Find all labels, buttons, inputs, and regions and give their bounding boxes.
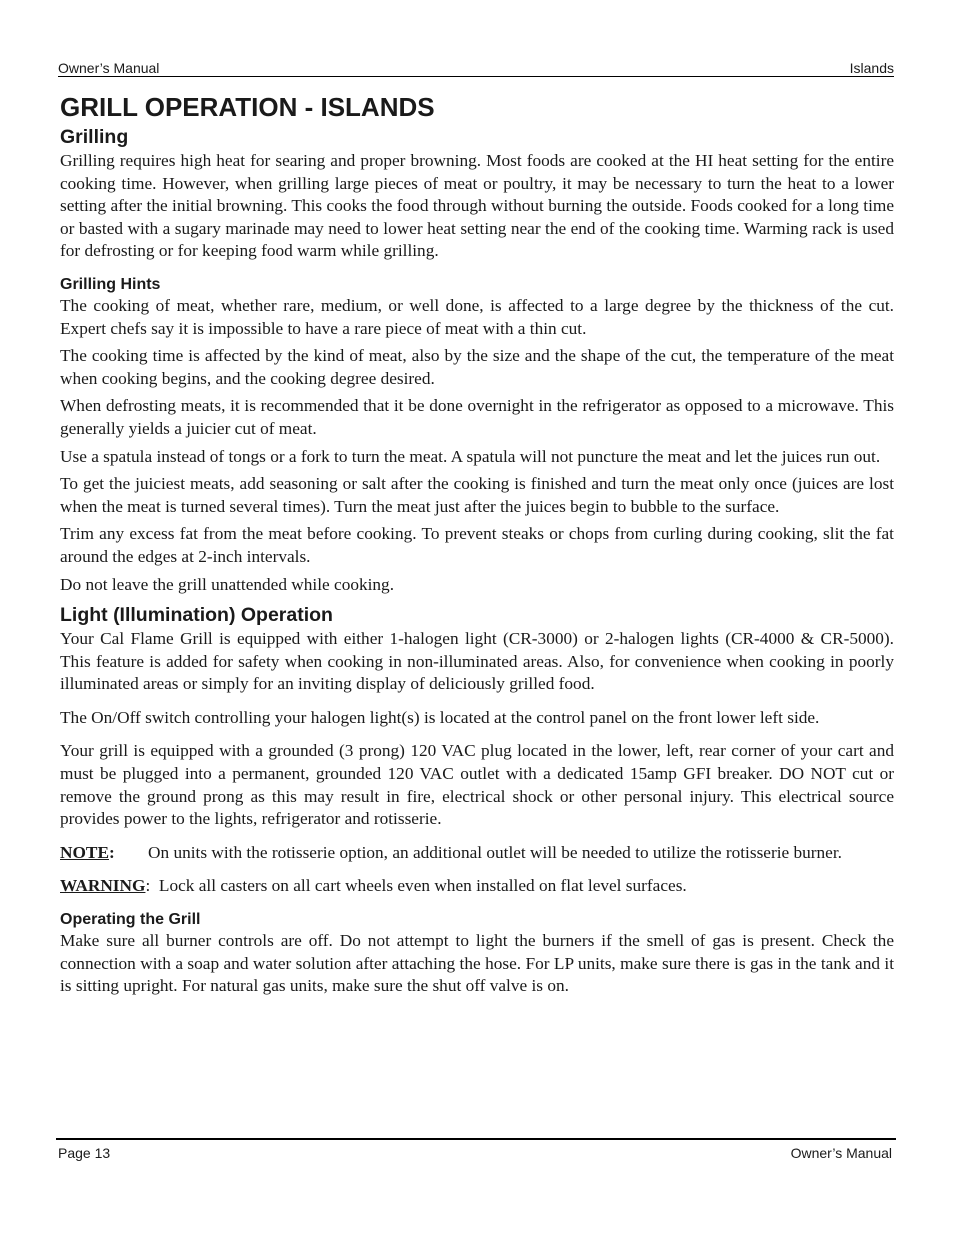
note-text: On units with the rotisserie option, an additional outlet will be needed to utilize the rotisserie burner.	[148, 842, 842, 862]
grilling-heading: Grilling	[60, 126, 129, 148]
page-footer	[56, 1138, 896, 1164]
light-paragraph: The On/Off switch controlling your halogen light(s) is located at the control panel on the front lower left side.	[60, 707, 820, 727]
grilling-hints-heading: Grilling Hints	[60, 275, 161, 293]
hint-paragraph: The cooking time is affected by the kind of meat, also by the size and the shape of the cut, the temperature of the meat when cooking begins, and the cooking degree desired.	[60, 346, 894, 388]
footer-right: Owner’s Manual	[790, 1145, 892, 1161]
footer-page-number: Page 13	[58, 1145, 111, 1161]
hint-paragraph: Use a spatula instead of tongs or a fork to turn the meat. A spatula will not puncture the meat and let the juices run out.	[60, 446, 881, 466]
warning-text: Lock all casters on all cart wheels even when installed on flat level surfaces.	[158, 876, 687, 896]
grilling-text: Grilling requires high heat for searing and proper browning. Most foods are cooked at the HI heat setting for the entire cooking time. However, when grilling large pieces of meat or poultry, it may be necessary to turn the heat to a lower setting after the initial browning. This cooks the food through without burning the outside. Foods cooked for a long time or basted with a sugary marinade may need to lower heat setting near the end of the cooking time. Warming rack is used for defrosting or for keeping food warm while grilling.	[60, 151, 894, 261]
hint-paragraph: The cooking of meat, whether rare, medium, or well done, is affected to a large degree by the thickness of the cut. Expert chefs say it is impossible to have a rare piece of meat with a thin cut.	[60, 295, 894, 338]
page-title: GRILL OPERATION - ISLANDS	[60, 92, 435, 122]
warning-block: WARNING: Lock all casters on all cart wheels even when installed on flat level surfaces.	[60, 876, 687, 896]
warning-label: WARNING	[60, 876, 146, 896]
header-left: Owner’s Manual	[58, 60, 160, 76]
hint-paragraph: Trim any excess fat from the meat before cooking. To prevent steaks or chops from curling during cooking, slit the fat around the edges at 2-inch intervals.	[60, 524, 894, 566]
operating-text: Make sure all burner controls are off. Do not attempt to light the burners if the smell of gas is present. Check the connection with a soap and water solution after attaching the hose. For LP units, make sure there is gas in the tank and it is sitting upright. For natural gas units, make sure the shut off valve is on.	[60, 931, 894, 996]
operating-grill-heading: Operating the Grill	[60, 911, 201, 929]
note-block	[60, 842, 894, 865]
hint-paragraph: Do not leave the grill unattended while cooking.	[60, 574, 395, 594]
page-header	[58, 60, 894, 77]
note-label: NOTE:	[60, 842, 115, 862]
hint-paragraph: When defrosting meats, it is recommended that it be done overnight in the refrigerator as opposed to a microwave. This generally yields a juicier cut of meat.	[60, 396, 894, 438]
light-operation-heading: Light (Illumination) Operation	[60, 604, 333, 627]
header-right: Islands	[849, 60, 894, 76]
light-paragraph: Your Cal Flame Grill is equipped with either 1-halogen light (CR-3000) or 2-halogen lights (CR-4000 & CR-5000). This feature is added for safety when cooking in non-illuminated areas. Also, for convenience when cooking in poorly illuminated areas or simply for an inviting display of deliciously grilled food.	[60, 629, 894, 694]
light-paragraph: Your grill is equipped with a grounded (3 prong) 120 VAC plug located in the lower, left, rear corner of your cart and must be plugged into a permanent, grounded 120 VAC outlet with a dedicated 15amp GFI breaker. DO NOT cut or remove the ground prong as this may result in fire, electrical shock or other personal injury. This electrical source provides power to the lights, refrigerator and rotisserie.	[60, 741, 894, 829]
page-content	[60, 90, 894, 998]
hint-paragraph: To get the juiciest meats, add seasoning or salt after the cooking is finished and turn the meat only once (juices are lost when the meat is turned several times). Turn the meat just after the juices begin to bubble to the surface.	[60, 474, 894, 516]
